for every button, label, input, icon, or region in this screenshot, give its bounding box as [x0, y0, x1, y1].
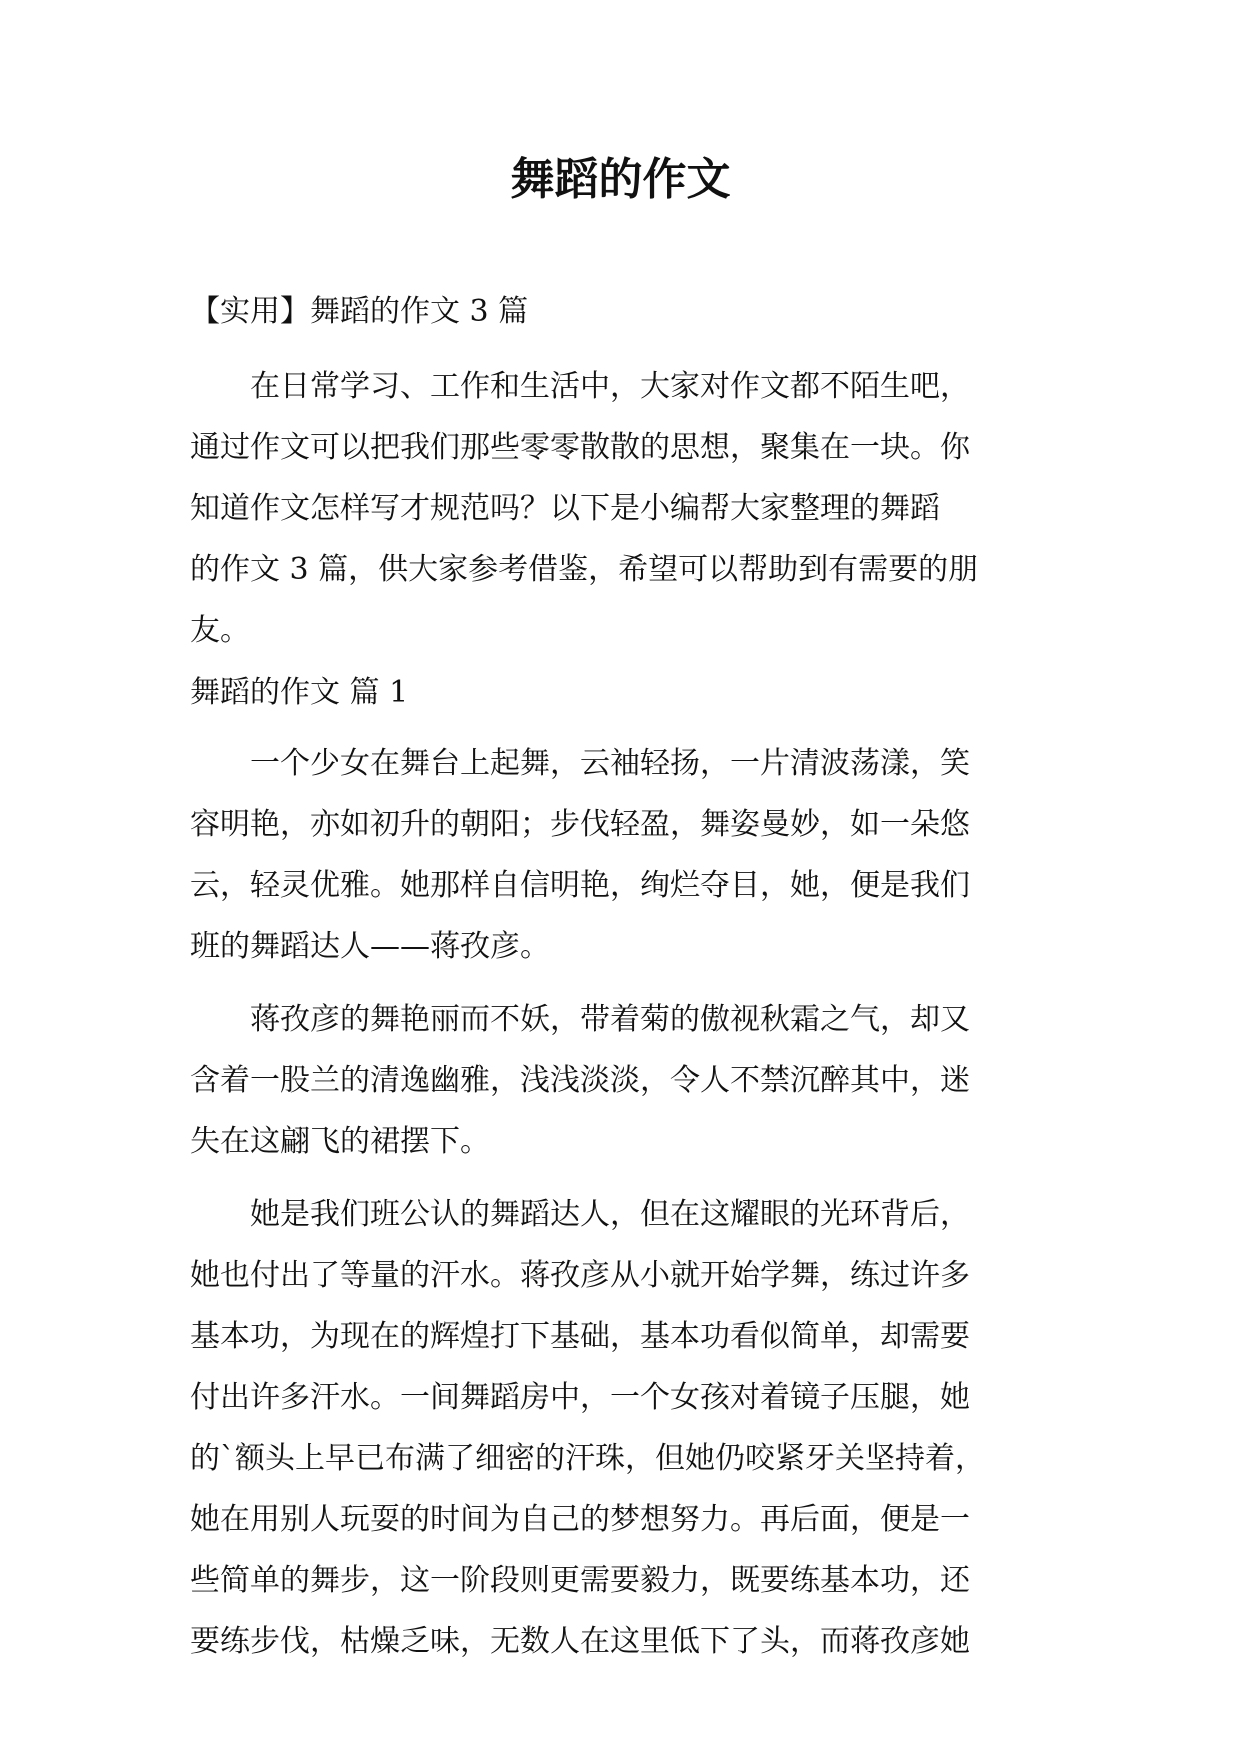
- paragraph-2: [190, 989, 1060, 1172]
- document-subtitle: 【实用】舞蹈的作文 3 篇: [190, 294, 529, 329]
- text-line: 含着一股兰的清逸幽雅，浅浅淡淡，令人不禁沉醉其中，迷: [190, 1063, 970, 1098]
- text-line: 容明艳，亦如初升的朝阳；步伐轻盈，舞姿曼妙，如一朵悠: [190, 807, 970, 842]
- text-line: 她在用别人玩耍的时间为自己的梦想努力。再后面，便是一: [190, 1502, 970, 1537]
- paragraph-gap: [190, 977, 1060, 989]
- text-line: 她也付出了等量的汗水。蒋孜彦从小就开始学舞，练过许多: [190, 1258, 970, 1293]
- text-line: 友。: [190, 613, 250, 648]
- text-line: 的作文 3 篇，供大家参考借鉴，希望可以帮助到有需要的朋: [190, 552, 979, 587]
- text-line: 失在这翩飞的裙摆下。: [190, 1124, 490, 1159]
- text-line: 些简单的舞步，这一阶段则更需要毅力，既要练基本功，还: [190, 1563, 970, 1598]
- section-heading: 舞蹈的作文 篇 1: [190, 675, 409, 710]
- text-line: 班的舞蹈达人——蒋孜彦。: [190, 929, 550, 964]
- text-line: 蒋孜彦的舞艳丽而不妖，带着菊的傲视秋霜之气，却又: [190, 1002, 970, 1037]
- text-line: 知道作文怎样写才规范吗？以下是小编帮大家整理的舞蹈: [190, 491, 940, 526]
- text-line: 她是我们班公认的舞蹈达人，但在这耀眼的光环背后，: [190, 1197, 970, 1232]
- text-line: 在日常学习、工作和生活中，大家对作文都不陌生吧，: [190, 369, 970, 404]
- document-title: 舞蹈的作文: [510, 154, 731, 205]
- text-line: 要练步伐，枯燥乏味，无数人在这里低下了头，而蒋孜彦她: [190, 1624, 970, 1659]
- text-line: 一个少女在舞台上起舞，云袖轻扬，一片清波荡漾，笑: [190, 746, 970, 781]
- text-line: 通过作文可以把我们那些零零散散的思想，聚集在一块。你: [190, 430, 970, 465]
- paragraph-3: [190, 1184, 1060, 1672]
- text-line: 付出许多汗水。一间舞蹈房中，一个女孩对着镜子压腿，她: [190, 1380, 970, 1415]
- text-line: 云，轻灵优雅。她那样自信明艳，绚烂夺目，她，便是我们: [190, 868, 970, 903]
- paragraph-1: [190, 733, 1060, 977]
- paragraph-gap: [190, 1172, 1060, 1184]
- document-body: [190, 290, 1060, 1672]
- intro-paragraph: [190, 356, 1060, 661]
- text-line: 的`额头上早已布满了细密的汗珠，但她仍咬紧牙关坚持着，: [190, 1441, 985, 1476]
- text-line: 基本功，为现在的辉煌打下基础，基本功看似简单，却需要: [190, 1319, 970, 1354]
